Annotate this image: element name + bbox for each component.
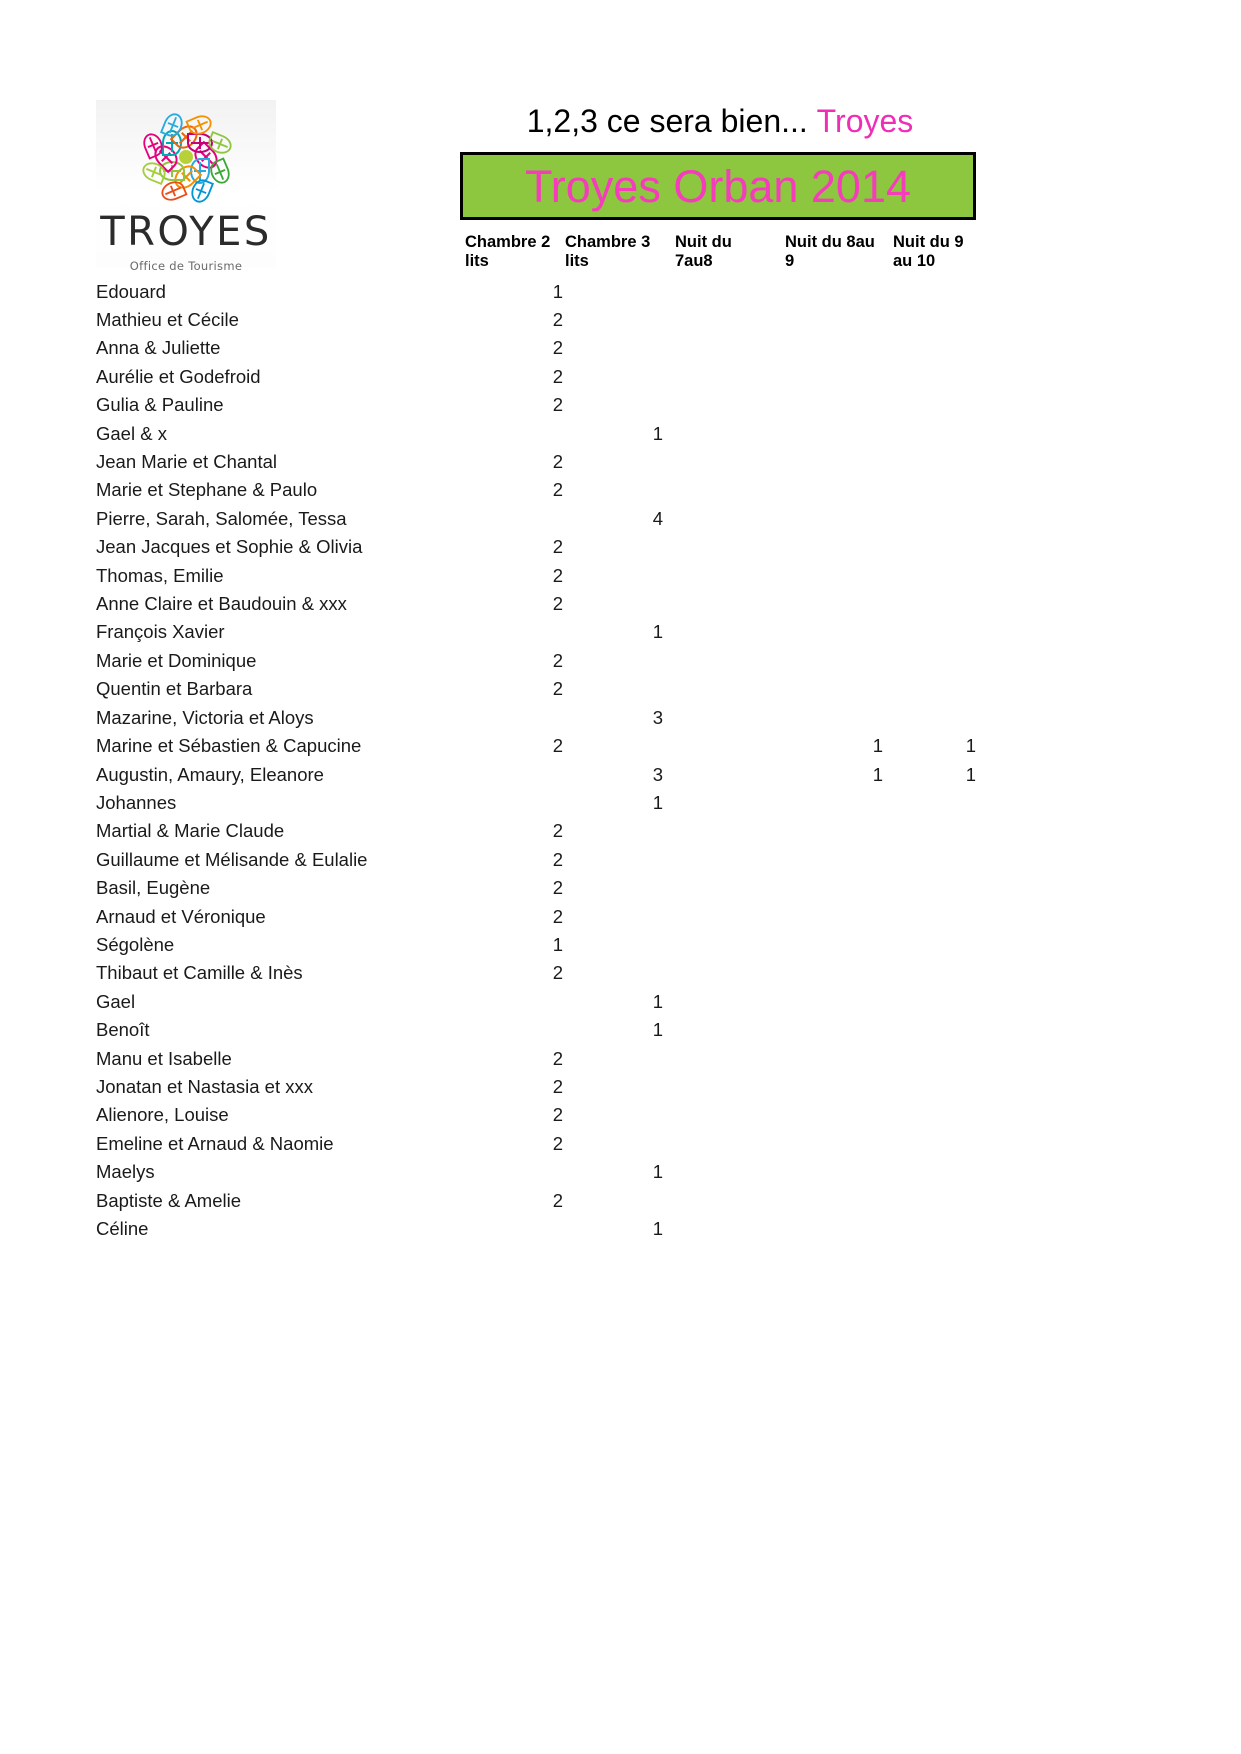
cell-n910: 1 <box>965 763 976 785</box>
cell-name: Thibaut et Camille & Inès <box>96 962 303 984</box>
cell-name: Guillaume et Mélisande & Eulalie <box>96 848 368 870</box>
cell-name: Gael & x <box>96 422 167 444</box>
table-row <box>96 1045 976 1073</box>
cell-n89 <box>773 420 883 448</box>
table-row <box>96 505 976 533</box>
cell-n910 <box>883 988 976 1016</box>
cell-ch2: 2 <box>552 479 563 501</box>
cell-n78 <box>663 1045 773 1073</box>
cell-n78 <box>663 1130 773 1158</box>
event-banner-title: Troyes Orban 2014 <box>524 160 912 212</box>
cell-ch3 <box>563 675 663 703</box>
table-row <box>96 874 976 902</box>
cell-n78 <box>663 391 773 419</box>
cell-n89 <box>773 505 883 533</box>
cell-n89 <box>773 1158 883 1186</box>
cell-n89 <box>773 391 883 419</box>
table-row <box>96 334 976 362</box>
cell-name: Marie et Stephane & Paulo <box>96 479 318 501</box>
table-row <box>96 278 976 306</box>
cell-n89 <box>773 306 883 334</box>
cell-n89 <box>773 618 883 646</box>
reservation-table <box>96 233 976 1243</box>
cell-ch2: 2 <box>552 905 563 927</box>
column-header-nuit-9-10: Nuit du 9 au 10 <box>893 233 964 271</box>
cell-n910 <box>883 1215 976 1243</box>
cell-n78 <box>663 278 773 306</box>
table-row <box>96 789 976 817</box>
cell-ch2: 2 <box>552 1104 563 1126</box>
cell-ch2: 2 <box>552 394 563 416</box>
cell-n910 <box>883 363 976 391</box>
cell-ch2: 2 <box>552 678 563 700</box>
cell-ch3 <box>563 647 663 675</box>
cell-n910 <box>883 1101 976 1129</box>
cell-n78 <box>663 1101 773 1129</box>
cell-n89 <box>773 789 883 817</box>
cell-n89 <box>773 903 883 931</box>
cell-n78 <box>663 363 773 391</box>
cell-ch3 <box>563 1130 663 1158</box>
column-header-chambre-2-lits: Chambre 2 lits <box>465 233 551 271</box>
cell-ch2: 2 <box>552 309 563 330</box>
cell-ch3 <box>563 363 663 391</box>
cell-n910 <box>883 647 976 675</box>
cell-name: François Xavier <box>96 621 225 643</box>
cell-name: Anne Claire et Baudouin & xxx <box>96 593 347 615</box>
page-title-plain: 1,2,3 ce sera bien... <box>526 103 808 139</box>
cell-ch3: 1 <box>652 990 663 1012</box>
flower-logo-icon <box>132 106 240 208</box>
table-row <box>96 590 976 618</box>
table-row <box>96 1130 976 1158</box>
cell-n78 <box>663 817 773 845</box>
cell-ch3 <box>563 1045 663 1073</box>
table-row <box>96 959 976 987</box>
cell-ch2: 1 <box>552 933 563 955</box>
cell-ch3 <box>563 959 663 987</box>
cell-n78 <box>663 562 773 590</box>
cell-n78 <box>663 988 773 1016</box>
cell-ch2: 2 <box>552 1075 563 1097</box>
cell-name: Mazarine, Victoria et Aloys <box>96 706 314 728</box>
cell-n910 <box>883 1187 976 1215</box>
table-row <box>96 1101 976 1129</box>
cell-n910 <box>883 675 976 703</box>
cell-n89 <box>773 704 883 732</box>
cell-ch3 <box>563 931 663 959</box>
cell-n89 <box>773 533 883 561</box>
cell-n89 <box>773 1045 883 1073</box>
cell-n910 <box>883 618 976 646</box>
cell-ch2 <box>463 761 563 789</box>
page-title <box>460 103 980 140</box>
cell-n89 <box>773 1215 883 1243</box>
cell-n89 <box>773 1187 883 1215</box>
cell-ch2: 2 <box>552 820 563 842</box>
cell-ch3: 1 <box>652 1019 663 1041</box>
cell-n78 <box>663 903 773 931</box>
table-row <box>96 562 976 590</box>
table-row <box>96 931 976 959</box>
table-row <box>96 1073 976 1101</box>
table-row <box>96 704 976 732</box>
cell-ch3 <box>563 278 663 306</box>
cell-ch3 <box>563 448 663 476</box>
cell-name: Emeline et Arnaud & Naomie <box>96 1132 334 1154</box>
table-row <box>96 1215 976 1243</box>
cell-name: Marie et Dominique <box>96 649 257 671</box>
cell-ch2 <box>463 988 563 1016</box>
cell-n89 <box>773 675 883 703</box>
table-row <box>96 647 976 675</box>
cell-n910 <box>883 562 976 590</box>
cell-n89 <box>773 590 883 618</box>
table-header-row <box>96 233 976 278</box>
cell-n89 <box>773 931 883 959</box>
table-row <box>96 846 976 874</box>
cell-name: Edouard <box>96 280 166 302</box>
table-row <box>96 732 976 760</box>
cell-name: Pierre, Sarah, Salomée, Tessa <box>96 507 347 529</box>
cell-name: Jonatan et Nastasia et xxx <box>96 1075 313 1097</box>
cell-n78 <box>663 476 773 504</box>
cell-ch3 <box>563 334 663 362</box>
cell-n910 <box>883 817 976 845</box>
table-row <box>96 675 976 703</box>
cell-name: Alienore, Louise <box>96 1104 229 1126</box>
column-header-nuit-7-8: Nuit du 7au8 <box>675 233 732 271</box>
table-row <box>96 903 976 931</box>
cell-n910 <box>883 334 976 362</box>
cell-name: Mathieu et Cécile <box>96 309 239 330</box>
reservation-table-wrapper <box>96 233 1156 1243</box>
cell-n89 <box>773 278 883 306</box>
cell-n78 <box>663 1215 773 1243</box>
cell-name: Manu et Isabelle <box>96 1047 232 1069</box>
cell-n89 <box>773 334 883 362</box>
cell-n89 <box>773 562 883 590</box>
table-row <box>96 448 976 476</box>
cell-n910 <box>883 476 976 504</box>
cell-ch2: 2 <box>552 451 563 473</box>
cell-ch3: 1 <box>652 1218 663 1239</box>
page-title-accent: Troyes <box>816 103 914 139</box>
cell-name: Baptiste & Amelie <box>96 1189 241 1211</box>
cell-n78 <box>663 761 773 789</box>
cell-n910 <box>883 420 976 448</box>
cell-n78 <box>663 647 773 675</box>
cell-n910 <box>883 903 976 931</box>
table-row <box>96 1187 976 1215</box>
cell-n78 <box>663 704 773 732</box>
cell-ch2: 2 <box>552 564 563 586</box>
cell-ch2: 2 <box>552 877 563 899</box>
table-row <box>96 761 976 789</box>
column-header-nuit-8-9: Nuit du 8au 9 <box>785 233 875 271</box>
cell-n78 <box>663 1187 773 1215</box>
cell-n89 <box>773 476 883 504</box>
cell-name: Aurélie et Godefroid <box>96 365 261 387</box>
cell-n78 <box>663 1158 773 1186</box>
logo-tagline: Office de Tourisme <box>129 259 243 273</box>
cell-name: Johannes <box>96 791 177 813</box>
cell-ch3: 1 <box>652 1161 663 1183</box>
table-row <box>96 817 976 845</box>
cell-ch2: 2 <box>552 593 563 615</box>
cell-n78 <box>663 306 773 334</box>
cell-name: Quentin et Barbara <box>96 678 253 700</box>
cell-n910 <box>883 931 976 959</box>
cell-ch2: 2 <box>552 337 563 359</box>
cell-n910 <box>883 1045 976 1073</box>
cell-n910 <box>883 505 976 533</box>
cell-name: Martial & Marie Claude <box>96 820 285 842</box>
cell-n89: 1 <box>872 735 883 757</box>
cell-n910 <box>883 1073 976 1101</box>
cell-ch2: 2 <box>552 1132 563 1154</box>
cell-n89 <box>773 874 883 902</box>
cell-ch2 <box>463 618 563 646</box>
event-banner <box>460 152 976 220</box>
cell-n89: 1 <box>872 763 883 785</box>
column-header-chambre-3-lits: Chambre 3 lits <box>565 233 651 271</box>
logo-center-dot <box>179 150 193 164</box>
cell-n89 <box>773 1130 883 1158</box>
table-row <box>96 306 976 334</box>
cell-n89 <box>773 846 883 874</box>
cell-n910 <box>883 306 976 334</box>
cell-ch3: 1 <box>652 621 663 643</box>
cell-n910 <box>883 448 976 476</box>
cell-ch3 <box>563 562 663 590</box>
cell-n78 <box>663 1016 773 1044</box>
logo-wordmark: TROYES <box>100 209 272 255</box>
cell-name: Arnaud et Véronique <box>96 905 266 927</box>
cell-n78 <box>663 334 773 362</box>
cell-ch3: 1 <box>652 422 663 444</box>
cell-name: Gael <box>96 990 136 1012</box>
cell-n78 <box>663 1073 773 1101</box>
cell-ch2: 1 <box>552 280 563 302</box>
cell-ch2: 2 <box>552 962 563 984</box>
table-row <box>96 420 976 448</box>
cell-n89 <box>773 988 883 1016</box>
cell-ch3 <box>563 533 663 561</box>
cell-n89 <box>773 647 883 675</box>
cell-ch2 <box>463 1016 563 1044</box>
cell-n78 <box>663 533 773 561</box>
cell-n89 <box>773 1016 883 1044</box>
cell-ch3 <box>563 1101 663 1129</box>
cell-ch2: 2 <box>552 649 563 671</box>
cell-n89 <box>773 363 883 391</box>
cell-n910 <box>883 590 976 618</box>
table-row <box>96 988 976 1016</box>
cell-n910: 1 <box>965 735 976 757</box>
cell-ch2 <box>463 789 563 817</box>
table-row <box>96 363 976 391</box>
table-row <box>96 476 976 504</box>
cell-ch3 <box>563 817 663 845</box>
cell-n78 <box>663 874 773 902</box>
cell-ch2: 2 <box>552 1189 563 1211</box>
cell-n78 <box>663 931 773 959</box>
cell-name: Augustin, Amaury, Eleanore <box>96 763 324 785</box>
cell-ch2 <box>463 1215 563 1243</box>
cell-n89 <box>773 817 883 845</box>
table-row <box>96 1016 976 1044</box>
cell-n910 <box>883 874 976 902</box>
cell-n89 <box>773 1073 883 1101</box>
cell-ch3 <box>563 846 663 874</box>
cell-n910 <box>883 704 976 732</box>
cell-n78 <box>663 448 773 476</box>
cell-ch3 <box>563 590 663 618</box>
cell-ch2: 2 <box>552 1047 563 1069</box>
cell-n89 <box>773 448 883 476</box>
cell-ch3 <box>563 874 663 902</box>
cell-name: Thomas, Emilie <box>96 564 224 586</box>
cell-n910 <box>883 278 976 306</box>
table-row <box>96 533 976 561</box>
cell-ch3 <box>563 306 663 334</box>
table-row <box>96 1158 976 1186</box>
cell-name: Marine et Sébastien & Capucine <box>96 735 362 757</box>
cell-n910 <box>883 1130 976 1158</box>
cell-n78 <box>663 590 773 618</box>
cell-ch3: 4 <box>652 507 663 529</box>
cell-ch2 <box>463 704 563 732</box>
cell-name: Ségolène <box>96 933 175 955</box>
cell-name: Jean Marie et Chantal <box>96 451 277 473</box>
cell-ch3 <box>563 903 663 931</box>
cell-ch2 <box>463 420 563 448</box>
cell-n78 <box>663 959 773 987</box>
cell-name: Maelys <box>96 1161 155 1183</box>
cell-name: Benoît <box>96 1019 150 1041</box>
cell-n89 <box>773 1101 883 1129</box>
table-header <box>96 233 976 278</box>
cell-name: Gulia & Pauline <box>96 394 224 416</box>
table-body <box>96 278 976 1244</box>
cell-name: Jean Jacques et Sophie & Olivia <box>96 536 363 558</box>
cell-ch2: 2 <box>552 365 563 387</box>
cell-n78 <box>663 618 773 646</box>
cell-ch3 <box>563 732 663 760</box>
cell-n78 <box>663 505 773 533</box>
column-header-name <box>96 233 463 278</box>
cell-ch2: 2 <box>552 735 563 757</box>
cell-n910 <box>883 789 976 817</box>
table-row <box>96 618 976 646</box>
cell-ch3: 3 <box>652 763 663 785</box>
cell-name: Anna & Juliette <box>96 337 221 359</box>
cell-ch2 <box>463 1158 563 1186</box>
cell-n910 <box>883 846 976 874</box>
cell-ch2: 2 <box>552 536 563 558</box>
cell-ch2: 2 <box>552 848 563 870</box>
cell-n78 <box>663 732 773 760</box>
cell-n78 <box>663 420 773 448</box>
cell-n910 <box>883 1016 976 1044</box>
cell-n910 <box>883 533 976 561</box>
cell-ch3: 1 <box>652 791 663 813</box>
cell-ch3 <box>563 476 663 504</box>
cell-n78 <box>663 789 773 817</box>
cell-n910 <box>883 1158 976 1186</box>
cell-n78 <box>663 846 773 874</box>
cell-ch3 <box>563 1073 663 1101</box>
cell-name: Céline <box>96 1218 149 1239</box>
cell-ch3 <box>563 391 663 419</box>
cell-name: Basil, Eugène <box>96 877 211 899</box>
cell-ch3 <box>563 1187 663 1215</box>
cell-n910 <box>883 391 976 419</box>
cell-ch3: 3 <box>652 706 663 728</box>
cell-n89 <box>773 959 883 987</box>
cell-n78 <box>663 675 773 703</box>
cell-ch2 <box>463 505 563 533</box>
cell-n910 <box>883 959 976 987</box>
table-row <box>96 391 976 419</box>
